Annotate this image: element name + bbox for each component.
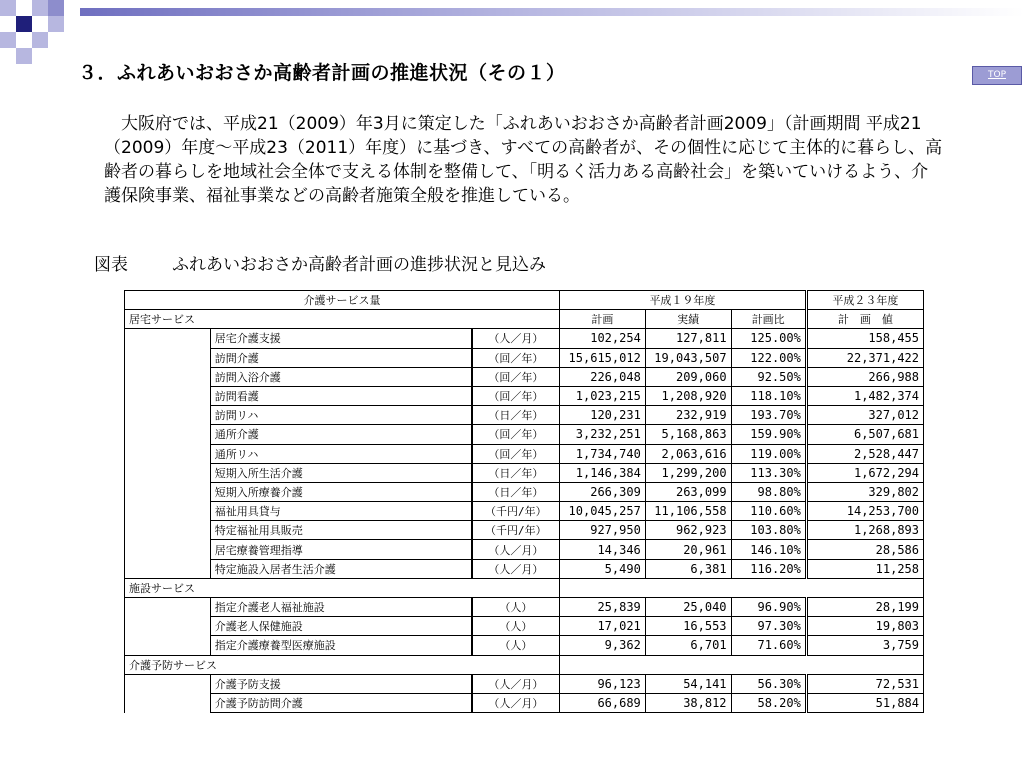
actual-value: 6,701 — [645, 636, 731, 655]
target-value: 158,455 — [806, 329, 923, 348]
table-row — [125, 693, 924, 712]
header-fy23: 平成２３年度 — [806, 291, 923, 310]
service-item-name: 通所介護 — [210, 425, 471, 444]
plan-value: 14,346 — [560, 540, 646, 559]
group-indent — [125, 425, 211, 444]
table-row — [125, 367, 924, 386]
service-unit: （人／月） — [472, 559, 560, 578]
ratio-value: 110.60% — [731, 502, 806, 521]
actual-value: 54,141 — [645, 674, 731, 693]
actual-value: 25,040 — [645, 598, 731, 617]
service-unit: （人／月） — [472, 540, 560, 559]
ratio-value: 92.50% — [731, 367, 806, 386]
service-item-name: 指定介護老人福祉施設 — [210, 598, 471, 617]
corner-decoration — [0, 0, 80, 64]
service-item-name: 訪問看護 — [210, 386, 471, 405]
plan-value: 1,023,215 — [560, 386, 646, 405]
top-gradient-bar — [80, 8, 1024, 16]
ratio-value: 71.60% — [731, 636, 806, 655]
top-link-button[interactable]: TOP — [972, 66, 1022, 85]
target-value: 1,268,893 — [806, 521, 923, 540]
service-unit: （人／月） — [472, 329, 560, 348]
plan-value: 10,045,257 — [560, 502, 646, 521]
service-unit: （千円/年） — [472, 502, 560, 521]
service-unit: （人） — [472, 598, 560, 617]
plan-value: 1,146,384 — [560, 463, 646, 482]
plan-value: 96,123 — [560, 674, 646, 693]
target-value: 329,802 — [806, 482, 923, 501]
plan-value: 102,254 — [560, 329, 646, 348]
figure-label: 図表 — [94, 255, 128, 275]
actual-value: 2,063,616 — [645, 444, 731, 463]
ratio-value: 97.30% — [731, 617, 806, 636]
target-value: 6,507,681 — [806, 425, 923, 444]
group-indent — [125, 482, 211, 501]
service-item-name: 居宅療養管理指導 — [210, 540, 471, 559]
target-value: 19,803 — [806, 617, 923, 636]
target-value: 22,371,422 — [806, 348, 923, 367]
actual-value: 1,299,200 — [645, 463, 731, 482]
group-indent — [125, 598, 211, 617]
target-value: 51,884 — [806, 693, 923, 712]
figure-caption — [94, 250, 546, 275]
table-row — [125, 502, 924, 521]
target-value: 3,759 — [806, 636, 923, 655]
service-item-name: 居宅介護支援 — [210, 329, 471, 348]
plan-value: 226,048 — [560, 367, 646, 386]
group-name: 介護予防サービス — [125, 655, 560, 674]
header-service-amount: 介護サービス量 — [125, 291, 560, 310]
service-item-name: 福祉用具貸与 — [210, 502, 471, 521]
plan-value: 25,839 — [560, 598, 646, 617]
plan-value: 927,950 — [560, 521, 646, 540]
service-unit: （回／年） — [472, 386, 560, 405]
ratio-value: 118.10% — [731, 386, 806, 405]
group-indent — [125, 617, 211, 636]
ratio-value: 58.20% — [731, 693, 806, 712]
target-value: 14,253,700 — [806, 502, 923, 521]
service-unit: （人／月） — [472, 693, 560, 712]
service-item-name: 介護老人保健施設 — [210, 617, 471, 636]
header-plan-value: 計 画 値 — [806, 310, 923, 329]
actual-value: 20,961 — [645, 540, 731, 559]
service-item-name: 訪問入浴介護 — [210, 367, 471, 386]
table-row — [125, 617, 924, 636]
service-item-name: 短期入所生活介護 — [210, 463, 471, 482]
target-value: 28,586 — [806, 540, 923, 559]
table-row — [125, 482, 924, 501]
target-value: 11,258 — [806, 559, 923, 578]
table-row — [125, 329, 924, 348]
table-row — [125, 425, 924, 444]
service-item-name: 短期入所療養介護 — [210, 482, 471, 501]
header-actual: 実績 — [645, 310, 731, 329]
group-indent — [125, 386, 211, 405]
target-value: 28,199 — [806, 598, 923, 617]
plan-value: 1,734,740 — [560, 444, 646, 463]
header-plan: 計画 — [560, 310, 646, 329]
plan-value: 17,021 — [560, 617, 646, 636]
group-indent — [125, 329, 211, 348]
plan-value: 266,309 — [560, 482, 646, 501]
group-indent — [125, 444, 211, 463]
table-row — [125, 674, 924, 693]
target-value: 1,482,374 — [806, 386, 923, 405]
group-name: 施設サービス — [125, 578, 560, 597]
target-value: 327,012 — [806, 406, 923, 425]
service-unit: （回／年） — [472, 367, 560, 386]
table-row — [125, 540, 924, 559]
ratio-value: 103.80% — [731, 521, 806, 540]
table-row — [125, 521, 924, 540]
ratio-value: 98.80% — [731, 482, 806, 501]
plan-value: 120,231 — [560, 406, 646, 425]
service-unit: （回／年） — [472, 425, 560, 444]
header-fy19: 平成１９年度 — [560, 291, 807, 310]
group-indent — [125, 693, 211, 712]
service-unit: （千円/年） — [472, 521, 560, 540]
target-value: 1,672,294 — [806, 463, 923, 482]
actual-value: 16,553 — [645, 617, 731, 636]
plan-value: 66,689 — [560, 693, 646, 712]
service-item-name: 訪問介護 — [210, 348, 471, 367]
actual-value: 19,043,507 — [645, 348, 731, 367]
ratio-value: 159.90% — [731, 425, 806, 444]
service-unit: （人／月） — [472, 674, 560, 693]
ratio-value: 146.10% — [731, 540, 806, 559]
group-header-row — [125, 310, 924, 329]
actual-value: 1,208,920 — [645, 386, 731, 405]
figure-caption-text: ふれあいおおさか高齢者計画の進捗状況と見込み — [172, 255, 546, 275]
service-item-name: 訪問リハ — [210, 406, 471, 425]
table-row — [125, 559, 924, 578]
service-unit: （回／年） — [472, 444, 560, 463]
plan-value: 9,362 — [560, 636, 646, 655]
ratio-value: 122.00% — [731, 348, 806, 367]
table-row — [125, 348, 924, 367]
table-row — [125, 636, 924, 655]
service-unit: （日／年） — [472, 463, 560, 482]
actual-value: 6,381 — [645, 559, 731, 578]
group-indent — [125, 367, 211, 386]
service-unit: （日／年） — [472, 406, 560, 425]
actual-value: 38,812 — [645, 693, 731, 712]
group-indent — [125, 348, 211, 367]
ratio-value: 119.00% — [731, 444, 806, 463]
service-item-name: 指定介護療養型医療施設 — [210, 636, 471, 655]
service-unit: （日／年） — [472, 482, 560, 501]
group-indent — [125, 502, 211, 521]
plan-value: 15,615,012 — [560, 348, 646, 367]
group-indent — [125, 674, 211, 693]
service-item-name: 通所リハ — [210, 444, 471, 463]
service-unit: （人） — [472, 617, 560, 636]
ratio-value: 125.00% — [731, 329, 806, 348]
actual-value: 127,811 — [645, 329, 731, 348]
group-indent — [125, 463, 211, 482]
ratio-value: 113.30% — [731, 463, 806, 482]
ratio-value: 193.70% — [731, 406, 806, 425]
target-value: 2,528,447 — [806, 444, 923, 463]
plan-value: 5,490 — [560, 559, 646, 578]
group-indent — [125, 540, 211, 559]
service-item-name: 特定施設入居者生活介護 — [210, 559, 471, 578]
service-unit: （回／年） — [472, 348, 560, 367]
service-item-name: 特定福祉用具販売 — [210, 521, 471, 540]
ratio-value: 116.20% — [731, 559, 806, 578]
service-item-name: 介護予防支援 — [210, 674, 471, 693]
table-row — [125, 386, 924, 405]
group-blank — [560, 655, 924, 674]
service-unit: （人） — [472, 636, 560, 655]
actual-value: 5,168,863 — [645, 425, 731, 444]
group-header-row — [125, 655, 924, 674]
target-value: 72,531 — [806, 674, 923, 693]
ratio-value: 56.30% — [731, 674, 806, 693]
service-table — [124, 290, 924, 713]
service-item-name: 介護予防訪問介護 — [210, 693, 471, 712]
slide-title: ３．ふれあいおおさか高齢者計画の推進状況（その１） — [78, 62, 566, 84]
actual-value: 263,099 — [645, 482, 731, 501]
group-name: 居宅サービス — [125, 310, 560, 329]
table-row — [125, 406, 924, 425]
group-blank — [560, 578, 924, 597]
actual-value: 11,106,558 — [645, 502, 731, 521]
actual-value: 232,919 — [645, 406, 731, 425]
table-row — [125, 463, 924, 482]
ratio-value: 96.90% — [731, 598, 806, 617]
group-header-row — [125, 578, 924, 597]
table-row — [125, 444, 924, 463]
group-indent — [125, 521, 211, 540]
actual-value: 209,060 — [645, 367, 731, 386]
group-indent — [125, 559, 211, 578]
group-indent — [125, 406, 211, 425]
actual-value: 962,923 — [645, 521, 731, 540]
header-ratio: 計画比 — [731, 310, 806, 329]
body-paragraph: 大阪府では、平成21（2009）年3月に策定した「ふれあいおおさか高齢者計画2009」（計画期間 平成21（2009）年度～平成23（2011）年度）に基づき、すべての高齢者が、その個性に応じて主体的に暮らし、高齢者の暮らしを地域社会全体で支える体制を整備して、「明るく活力ある高齢社会」を築いていけるよう、介護保険事業、福祉事業などの高齢者施策全般を推進している。 — [104, 114, 943, 206]
group-indent — [125, 636, 211, 655]
table-row — [125, 598, 924, 617]
target-value: 266,988 — [806, 367, 923, 386]
plan-value: 3,232,251 — [560, 425, 646, 444]
